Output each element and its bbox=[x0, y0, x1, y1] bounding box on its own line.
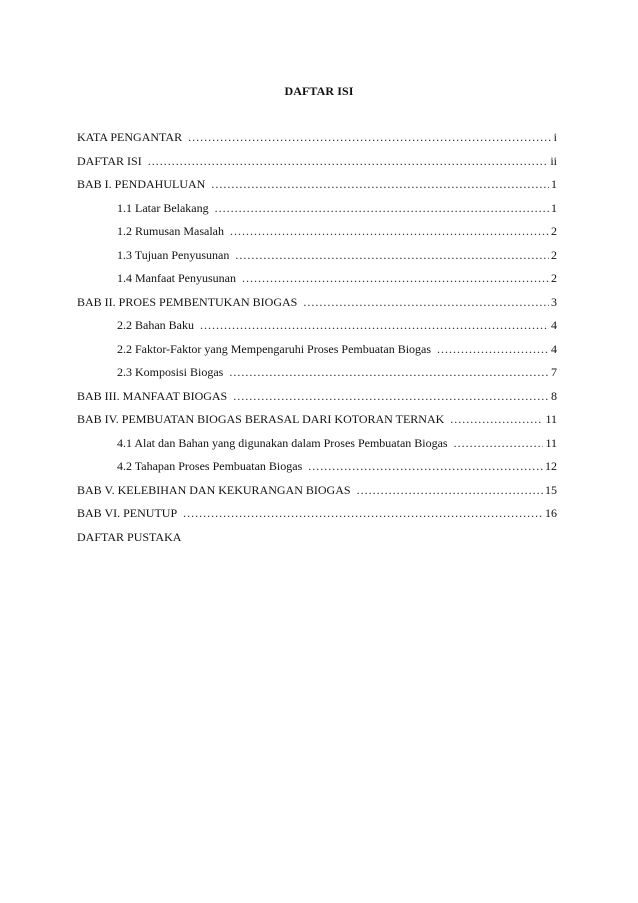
toc-entry-page-number: ii bbox=[550, 153, 557, 168]
toc-entry-label: BAB I. PENDAHULUAN bbox=[77, 177, 206, 191]
dot-leader bbox=[308, 455, 543, 479]
toc-entry-page-number: 2 bbox=[551, 224, 557, 238]
toc-entry bbox=[77, 385, 557, 409]
dot-leader bbox=[211, 173, 549, 197]
toc-entry bbox=[77, 220, 557, 244]
toc-entry-label: BAB VI. PENUTUP bbox=[77, 506, 178, 520]
toc-entry bbox=[77, 338, 557, 362]
toc-entry-page-number: 4 bbox=[551, 318, 557, 332]
toc-entry-label: 2.2 Faktor-Faktor yang Mempengaruhi Proses Pembuatan Biogas bbox=[117, 341, 432, 356]
toc-entry bbox=[77, 361, 557, 385]
toc-entry-page-number: 11 bbox=[545, 435, 557, 450]
page-title: DAFTAR ISI bbox=[284, 84, 354, 98]
toc-entry-label: DAFTAR ISI bbox=[77, 153, 142, 168]
toc-entry bbox=[77, 173, 557, 197]
toc-entry bbox=[77, 408, 557, 432]
toc-entry-page-number: 12 bbox=[545, 459, 557, 473]
toc-entry bbox=[77, 150, 557, 174]
dot-leader bbox=[437, 338, 549, 362]
dot-leader bbox=[229, 361, 549, 385]
toc-entry-label: 2.2 Bahan Baku bbox=[117, 318, 194, 332]
toc-entry-label: 1.1 Latar Belakang bbox=[117, 200, 209, 215]
toc-entry bbox=[77, 479, 557, 503]
dot-leader bbox=[357, 479, 543, 503]
toc-entry-label: BAB V. KELEBIHAN DAN KEKURANGAN BIOGAS bbox=[77, 482, 351, 497]
toc-entry bbox=[77, 126, 557, 150]
toc-entry-label: BAB III. MANFAAT BIOGAS bbox=[77, 388, 228, 403]
toc-entry-page-number: 3 bbox=[551, 294, 557, 309]
toc-entry-page-number: 16 bbox=[545, 506, 557, 520]
toc-entry-page-number: 7 bbox=[551, 365, 557, 379]
toc-entry-label: 1.2 Rumusan Masalah bbox=[117, 224, 224, 238]
dot-leader bbox=[215, 197, 549, 221]
dot-leader bbox=[148, 150, 549, 174]
toc-entry bbox=[77, 314, 557, 338]
dot-leader bbox=[242, 267, 549, 291]
toc-entry-label: 1.4 Manfaat Penyusunan bbox=[117, 271, 236, 285]
toc-entry-label: BAB IV. PEMBUATAN BIOGAS BERASAL DARI KOTORAN TERNAK bbox=[77, 412, 445, 426]
dot-leader bbox=[235, 244, 549, 268]
toc-entry-page-number: 1 bbox=[551, 177, 557, 191]
toc-entry-label: DAFTAR PUSTAKA bbox=[77, 529, 182, 544]
dot-leader bbox=[200, 314, 549, 338]
toc-entry-page-number: 11 bbox=[545, 412, 557, 426]
toc-entry bbox=[77, 502, 557, 526]
toc-entry bbox=[77, 197, 557, 221]
toc-entry-label: BAB II. PROES PEMBENTUKAN BIOGAS bbox=[77, 294, 298, 309]
toc-entry-page-number: 4 bbox=[551, 341, 557, 356]
toc-entry bbox=[77, 526, 557, 550]
toc-entry-label: 1.3 Tujuan Penyusunan bbox=[117, 247, 230, 262]
table-of-contents bbox=[77, 126, 557, 549]
toc-entry bbox=[77, 244, 557, 268]
toc-entry-page-number: 8 bbox=[551, 388, 557, 403]
toc-entry bbox=[77, 267, 557, 291]
toc-entry-page-number: 2 bbox=[551, 271, 557, 285]
dot-leader bbox=[230, 220, 549, 244]
toc-entry-page-number: 1 bbox=[551, 200, 557, 215]
toc-entry-label: 4.2 Tahapan Proses Pembuatan Biogas bbox=[117, 459, 303, 473]
toc-entry-label: 4.1 Alat dan Bahan yang digunakan dalam Proses Pembuatan Biogas bbox=[117, 435, 448, 450]
toc-entry-page-number: i bbox=[553, 130, 557, 144]
dot-leader bbox=[454, 432, 544, 456]
toc-entry-page-number: 2 bbox=[551, 247, 557, 262]
dot-leader bbox=[233, 385, 549, 409]
dot-leader bbox=[303, 291, 549, 315]
dot-leader bbox=[450, 408, 543, 432]
toc-entry-label: 2.3 Komposisi Biogas bbox=[117, 365, 224, 379]
toc-entry-label: KATA PENGANTAR bbox=[77, 130, 183, 144]
toc-entry bbox=[77, 291, 557, 315]
dot-leader bbox=[183, 502, 543, 526]
toc-entry bbox=[77, 455, 557, 479]
toc-entry-page-number: 15 bbox=[545, 482, 557, 497]
toc-entry bbox=[77, 432, 557, 456]
dot-leader bbox=[188, 126, 552, 150]
